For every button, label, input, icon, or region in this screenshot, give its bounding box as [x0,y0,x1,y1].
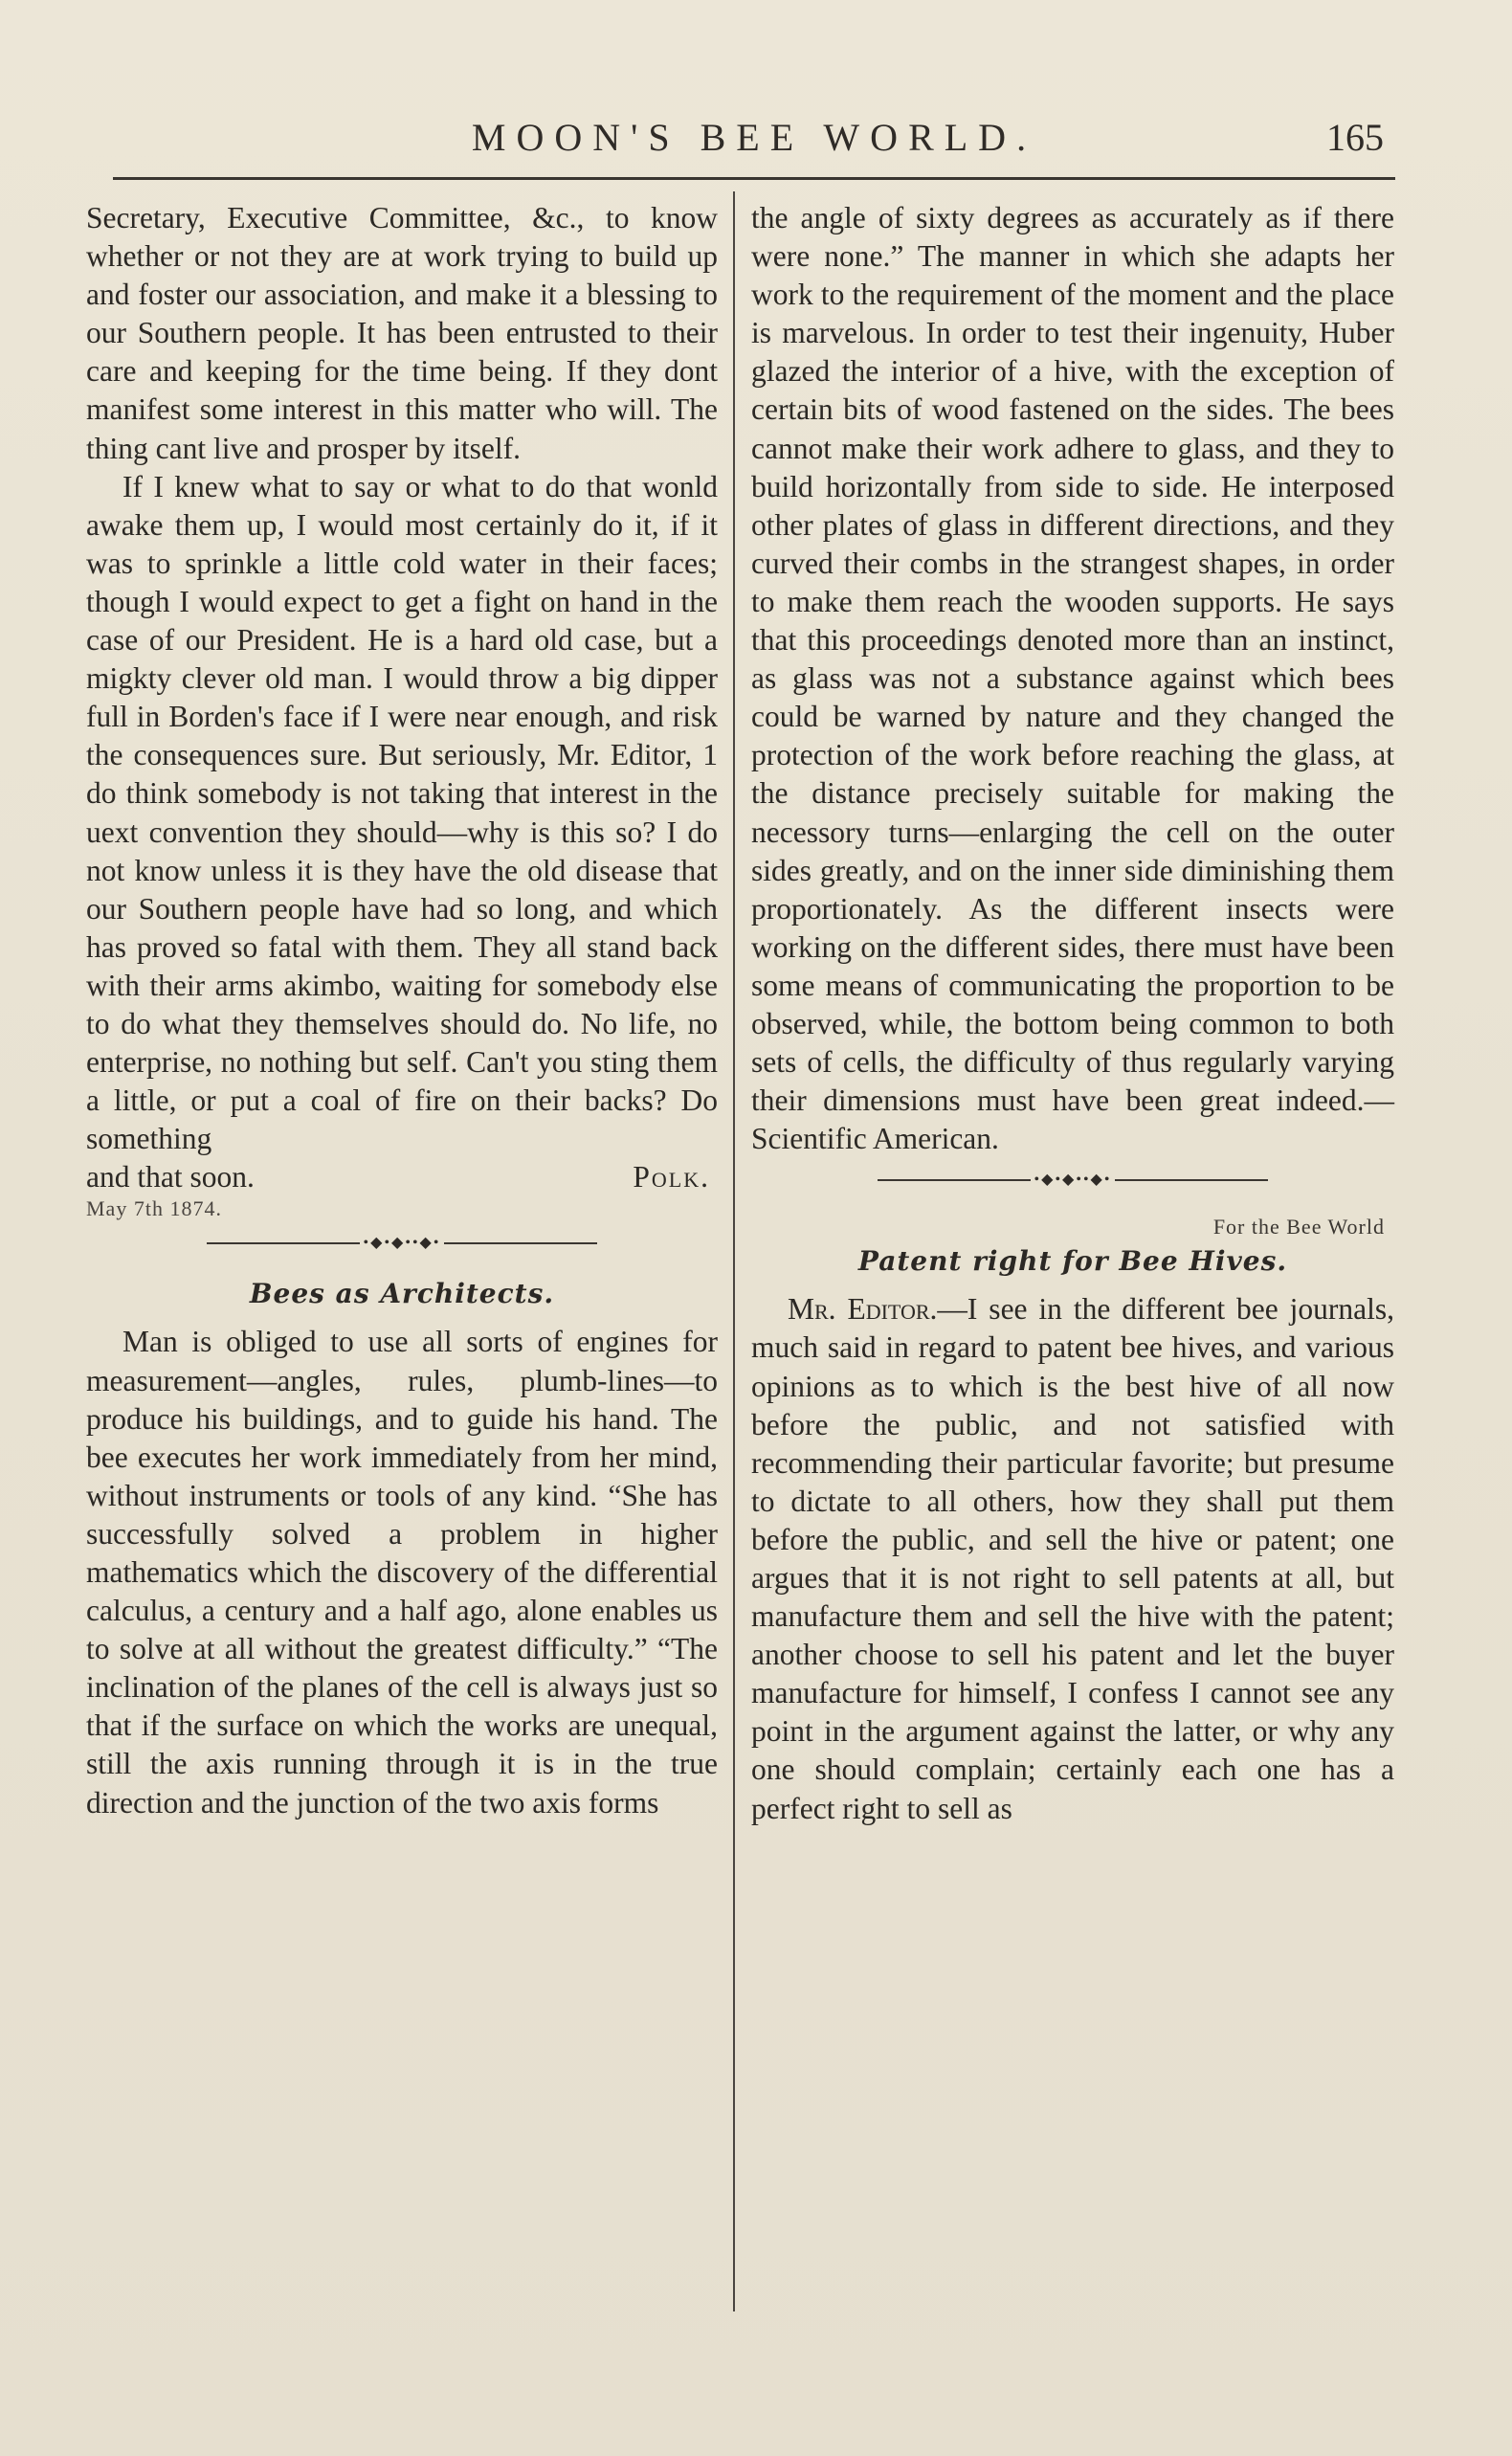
article-body-patent-right [751,1290,1394,1827]
page-number: 165 [1326,116,1384,159]
letter-signoff [86,1158,718,1196]
salutation: Mr. Editor. [788,1292,938,1327]
header-rule [113,177,1395,180]
left-column [86,199,718,1822]
article-title-patent-right: Patent right for Bee Hives. [857,1245,1288,1278]
divider-line-right [444,1242,597,1244]
running-title: MOON'S BEE WORLD. [471,116,1037,159]
signature: Polk. [633,1160,710,1195]
divider-line-left [878,1179,1031,1181]
column-divider [733,191,735,2311]
article-continuation: the angle of sixty degrees as accurately as if there were none.” The manner in which she adapts her work to the requirement of the moment and the place is marvelous. In order to test their ingenuity, Huber glazed the interior of a hive, with the exception of certain bits of wood fastened on the sides. The bees cannot make their work adhere to glass, and they to build horizontally from side to side. He interposed other plates of glass in different directions, and they curved their combs in the strangest shapes, in order to make them reach the wooden supports. He says that this proceedings denoted more than an instinct, as glass was not a substance against which bees could be warned by nature and they changed the protection of the work before reaching the glass, at the distance precisely suitable for making the necessory turns—enlarging the cell on the outer sides greatly, and on the inner side diminishing them proportionately. As the different insects were working on the different sides, there must have been some means of communicating the proportion to be observed, while, the bottom being common to both sets of cells, the difficulty of thus regularly varying their dimensions must have been great indeed.—Scientific American. [751,201,1394,1156]
right-column [751,199,1394,1828]
paragraph-wake-them-up: If I knew what to say or what to do that wonld awake them up, I would most certainly do it, if it was to sprinkle a little cold water in their faces; though I would expect to get a fight on hand in the case of our President. He is a hard old case, but a migkty clever old man. I would throw a big dipper full in Borden's face if I were near enough, and risk the consequences sure. But seriously, Mr. Editor, 1 do think somebody is not taking that interest in the uext convention they should—why is this so? I do not know unless it is they have the old disease that our Southern people have had so long, and which has proved so fatal with them. They all stand back with their arms akimbo, waiting for somebody else to do what they themselves should do. No life, no enterprise, no nothing but self. Can't you sting them a little, or put a coal of fire on their backs? Do something [86,469,718,1156]
article-body-text: —I see in the different bee journals, much said in regard to patent bee hives, and various opinions as to which is the best hive of all now before the public, and not satisfied with recommending their particular favorite; but presume to dictate to all others, how they shall put them before the public, and sell the hive or patent; one argues that it is not right to sell patents at all, but manufacture them and sell the hive with the patent; another choose to sell his patent and let the buyer manufacture for himself, I confess I cannot see any point in the argument against the latter, or why any one should complain; certainly each one has a perfect right to sell as [751,1292,1394,1825]
paragraph-committee: Secretary, Executive Committee, &c., to know whether or not they are at work trying to build up and foster our association, and make it a blessing to our Southern people. It has been entrusted to their care and keeping for the time being. If they dont manifest some interest in this matter who will. The thing cant live and prosper by itself. [86,201,718,465]
divider-ornament: •◆•◆••◆• [363,1235,441,1252]
section-divider-right [751,1164,1394,1196]
article-body-bees-architects: Man is obliged to use all sorts of engines for measurement—angles, rules, plumb-lines—to produce his buildings, and to guide his hand. The bee executes her work immediately from her mind, without instruments or tools of any kind. “She has successfully solved a problem in higher mathematics which the discovery of the differential calculus, a century and a half ago, alone enables us to solve at all without the greatest difficulty.” “The inclination of the planes of the cell is always just so that if the surface on which the works are unequal, still the axis running through it is in the true direction and the junction of the two axis forms [86,1325,718,1820]
signoff-text: and that soon. [86,1160,255,1195]
divider-ornament: •◆•◆••◆• [1034,1172,1112,1189]
divider-line-left [207,1242,360,1244]
article-title-bees-architects: Bees as Architects. [249,1278,555,1310]
page-header [113,107,1395,165]
section-divider [86,1227,718,1260]
dateline: May 7th 1874. [86,1196,222,1221]
divider-line-right [1115,1179,1268,1181]
contributor-line: For the Bee World [1212,1215,1385,1239]
